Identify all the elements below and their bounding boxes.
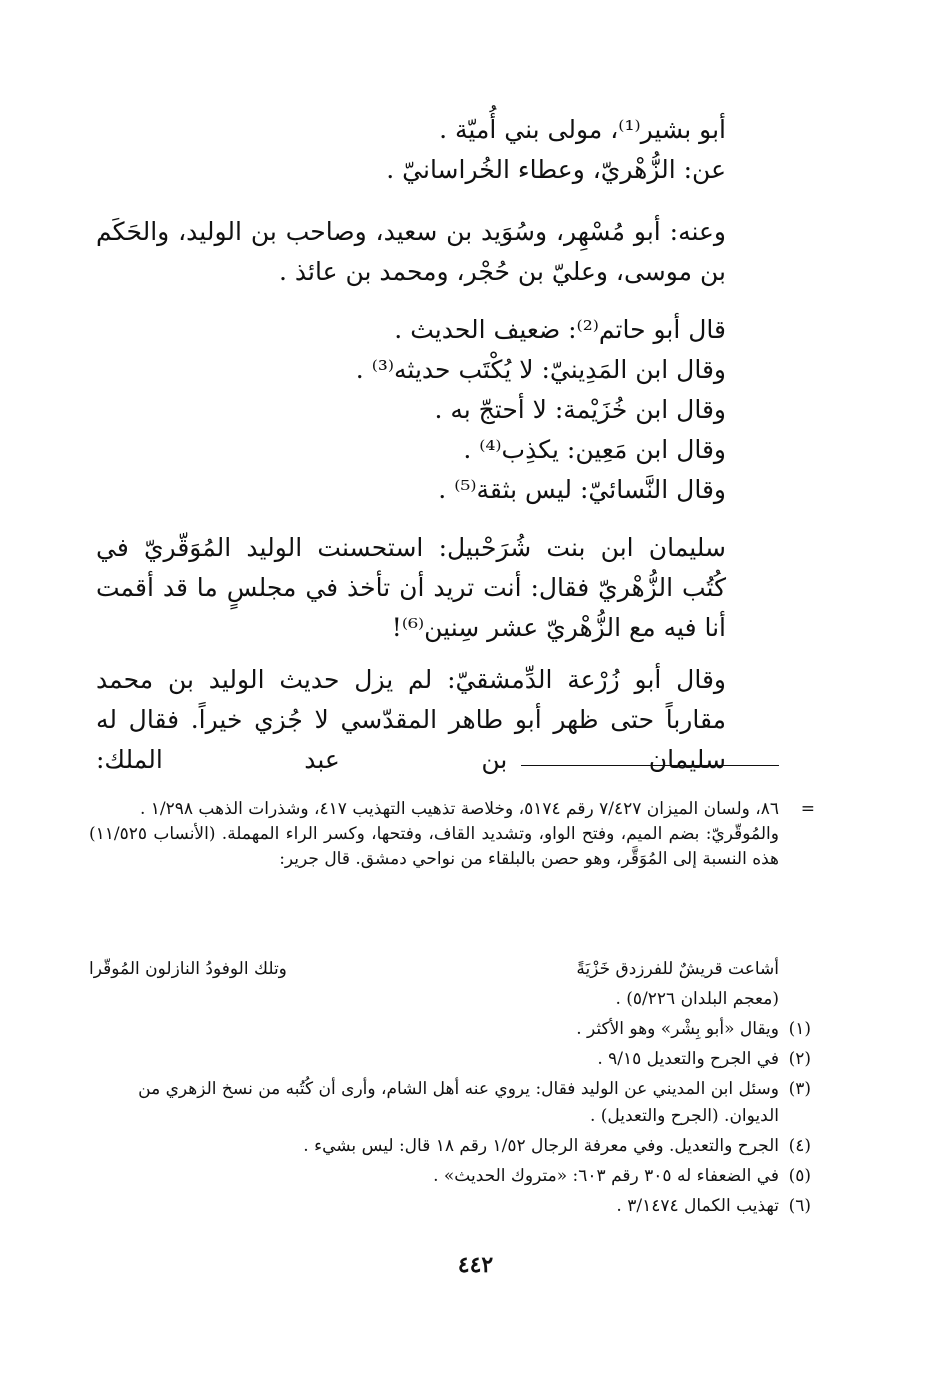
- footnote-text: وسئل ابن المديني عن الوليد فقال: يروي عنه أهل الشام، وأرى أن كُتُبه من نسخ الزهري من الديوان. (الجرح والتعديل) .: [138, 1079, 779, 1126]
- poem-verse: [89, 957, 779, 982]
- continuation-nisba: والمُوقّريّ: بضم الميم، وفتح الواو، وتشديد القاف، وفتحها، وكسر الراء المهملة. (الأنساب ١١/٥٢٥) هذه النسبة إلى المُوَقَّر، وهو حصن بالبلقاء من نواحي دمشق. قال جرير:: [89, 824, 779, 869]
- quote-abu-hatim: قال أبو حاتم⁽²⁾: ضعيف الحديث .: [394, 315, 726, 344]
- suleiman-paragraph: [96, 528, 786, 648]
- entry-name: أبو بشير⁽¹⁾، مولى بني أُميّة .: [439, 115, 726, 144]
- quote-ibn-main: وقال ابن مَعِين: يكذِب⁽⁴⁾ .: [463, 435, 726, 464]
- abu-zura-text: وقال أبو زُرْعة الدِّمشقيّ: لم يزل حديث الوليد بن محمد مقارباً حتى ظهر أبو طاهر المقدّسي لا جُزي خيراً. فقال له سليمان بن عبد الملك:: [96, 665, 726, 774]
- poem-second-hemistich: وتلك الوفودُ النازلون المُوقّرا: [89, 959, 287, 979]
- continuation-mark: =: [800, 799, 815, 819]
- entry-teachers: عن: الزُّهْريّ، وعطاء الخُراسانيّ .: [386, 155, 726, 184]
- footnote-text: الجرح والتعديل. وفي معرفة الرجال ١/٥٢ رقم ١٨ قال: ليس بشيء .: [303, 1136, 779, 1156]
- footnote-number: (٤): [788, 1136, 811, 1156]
- suleiman-text: سليمان ابن بنت شُرَحْبيل: استحسنت الوليد المُوَقّريّ في كُتُب الزُّهْريّ فقال: أنت تريد أن تأخذ في مجلسٍ ما قد أقمت أنا فيه مع الزُّهْريّ عشر سِنين⁽⁶⁾!: [96, 533, 726, 642]
- continuation-sources: ٨٦، ولسان الميزان ٧/٤٢٧ رقم ٥١٧٤، وخلاصة تذهيب التهذيب ٤١٧، وشذرات الذهب ١/٢٩٨ .: [139, 799, 779, 819]
- footnote-list: [89, 1016, 811, 1223]
- footnote-text: في الضعفاء له ٣٠٥ رقم ٦٠٣: «متروك الحديث» .: [433, 1166, 779, 1186]
- entry-header: [96, 110, 786, 190]
- footnote-number: (٦): [788, 1196, 811, 1216]
- footnote-number: (٥): [788, 1166, 811, 1186]
- quote-nasai: وقال النَّسائيّ: ليس بثقة⁽⁵⁾ .: [438, 475, 726, 504]
- footnote-separator: [521, 765, 779, 766]
- footnote-text: ويقال «أبو بِشْر» وهو الأكثر .: [576, 1019, 779, 1039]
- footnote-number: (٢): [788, 1049, 811, 1069]
- footnote-item: [89, 1076, 811, 1130]
- page-number: ٤٤٢: [457, 1252, 494, 1278]
- students-paragraph: وعنه: أبو مُسْهِر، وسُوَيد بن سعيد، وصاحب بن الوليد، والحَكَم بن موسى، وعليّ بن حُجْر، ومحمد بن عائذ .: [96, 217, 726, 286]
- abu-zura-paragraph: [96, 660, 786, 780]
- footnote-text: تهذيب الكمال ٣/١٤٧٤ .: [616, 1196, 779, 1216]
- footnote-continuation: [89, 797, 815, 872]
- entry-assessments: [96, 310, 786, 510]
- footnote-item: [89, 1163, 811, 1190]
- entry-students: [96, 212, 786, 292]
- footnote-number: (٣): [788, 1079, 811, 1099]
- footnote-item: [89, 1016, 811, 1043]
- quote-ibn-al-madini: وقال ابن المَدِينيّ: لا يُكْتَب حديثه⁽³⁾ .: [355, 355, 726, 384]
- footnote-number: (١): [788, 1019, 811, 1039]
- footnote-item: [89, 1133, 811, 1160]
- footnote-item: [89, 1046, 811, 1073]
- poem-first-hemistich: أشاعت قريشٌ للفرزدق خَزْيَةً: [576, 959, 779, 979]
- quote-ibn-khuzayma: وقال ابن خُزَيْمة: لا أحتجّ به .: [434, 395, 726, 424]
- footnote-text: في الجرح والتعديل ٩/١٥ .: [597, 1049, 779, 1069]
- poem-source: (معجم البلدان ٥/٢٢٦) .: [615, 989, 779, 1009]
- footnote-item: [89, 1193, 811, 1220]
